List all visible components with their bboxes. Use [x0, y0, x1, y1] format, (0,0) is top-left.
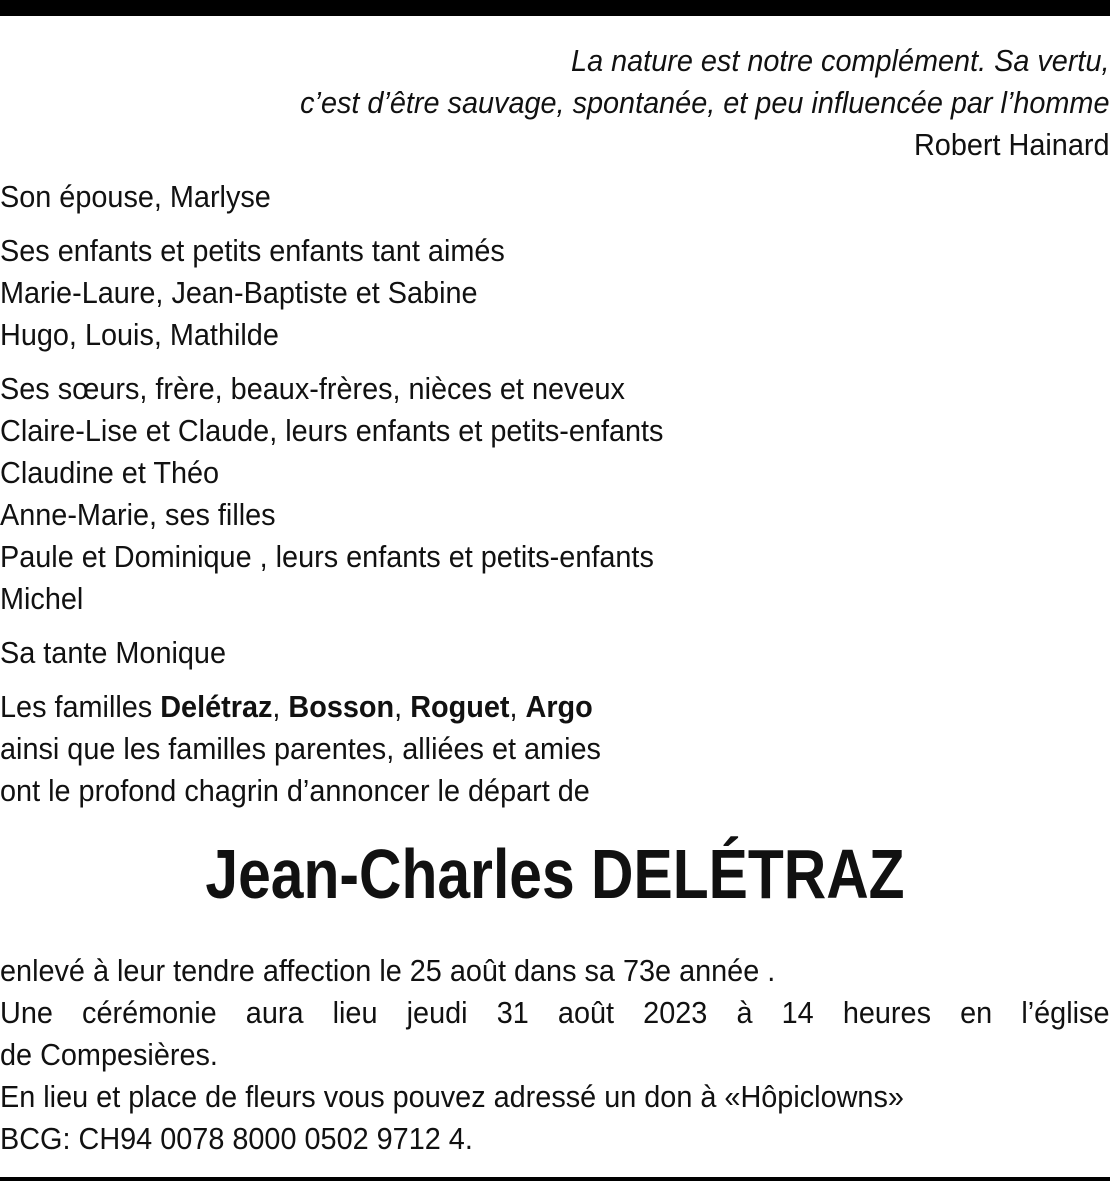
details-line-4: En lieu et place de fleurs vous pouvez adressé un don à «Hôpiclowns» — [0, 1079, 904, 1114]
aunt-line: Sa tante Monique — [0, 635, 227, 670]
epigraph-line-2: c’est d’être sauvage, spontanée, et peu influencée par l’homme — [300, 85, 1110, 120]
ceremony-details — [0, 950, 1109, 1160]
family-name: Argo — [525, 689, 593, 724]
family-name: Delétraz — [160, 689, 273, 724]
deceased-name: Jean-Charles DELÉTRAZ — [205, 835, 905, 913]
children-line-1: Marie-Laure, Jean-Baptiste et Sabine — [0, 275, 478, 310]
siblings-line: Michel — [0, 581, 84, 616]
children-line-2: Hugo, Louis, Mathilde — [0, 317, 279, 352]
siblings-block — [0, 368, 1032, 620]
top-border — [0, 0, 1110, 16]
separator: , — [272, 689, 289, 724]
details-line-3: de Compesières. — [0, 1037, 218, 1072]
spouse-block — [0, 176, 1032, 218]
details-line-2: Une cérémonie aura lieu jeudi 31 août 2023 à 14 heures en l’église — [0, 995, 1110, 1030]
details-line-1: enlevé à leur tendre affection le 25 août dans sa 73e année . — [0, 953, 776, 988]
children-heading: Ses enfants et petits enfants tant aimés — [0, 233, 505, 268]
details-line-5: BCG: CH94 0078 8000 0502 9712 4. — [0, 1121, 473, 1156]
family-name: Bosson — [288, 689, 395, 724]
siblings-line: Claudine et Théo — [0, 455, 220, 490]
notice-body — [0, 40, 1110, 812]
families-prefix: Les familles — [0, 689, 161, 724]
spouse-line: Son épouse, Marlyse — [0, 179, 271, 214]
separator: , — [509, 689, 526, 724]
families-line-3: ont le profond chagrin d’annoncer le départ de — [0, 773, 590, 808]
families-line-1 — [0, 686, 1032, 728]
bottom-border — [0, 1177, 1110, 1181]
epigraph — [0, 40, 1109, 166]
epigraph-author: Robert Hainard — [913, 127, 1110, 162]
siblings-line: Paule et Dominique , leurs enfants et petits-enfants — [0, 539, 654, 574]
children-block — [0, 230, 1032, 356]
separator: , — [394, 689, 411, 724]
families-block — [0, 686, 1032, 812]
siblings-heading: Ses sœurs, frère, beaux-frères, nièces et neveux — [0, 371, 625, 406]
siblings-line: Anne-Marie, ses filles — [0, 497, 276, 532]
family-name: Roguet — [410, 689, 510, 724]
siblings-line: Claire-Lise et Claude, leurs enfants et petits-enfants — [0, 413, 664, 448]
families-line-2: ainsi que les familles parentes, alliées et amies — [0, 731, 601, 766]
epigraph-line-1: La nature est notre complément. Sa vertu, — [571, 43, 1110, 78]
aunt-block — [0, 632, 1032, 674]
